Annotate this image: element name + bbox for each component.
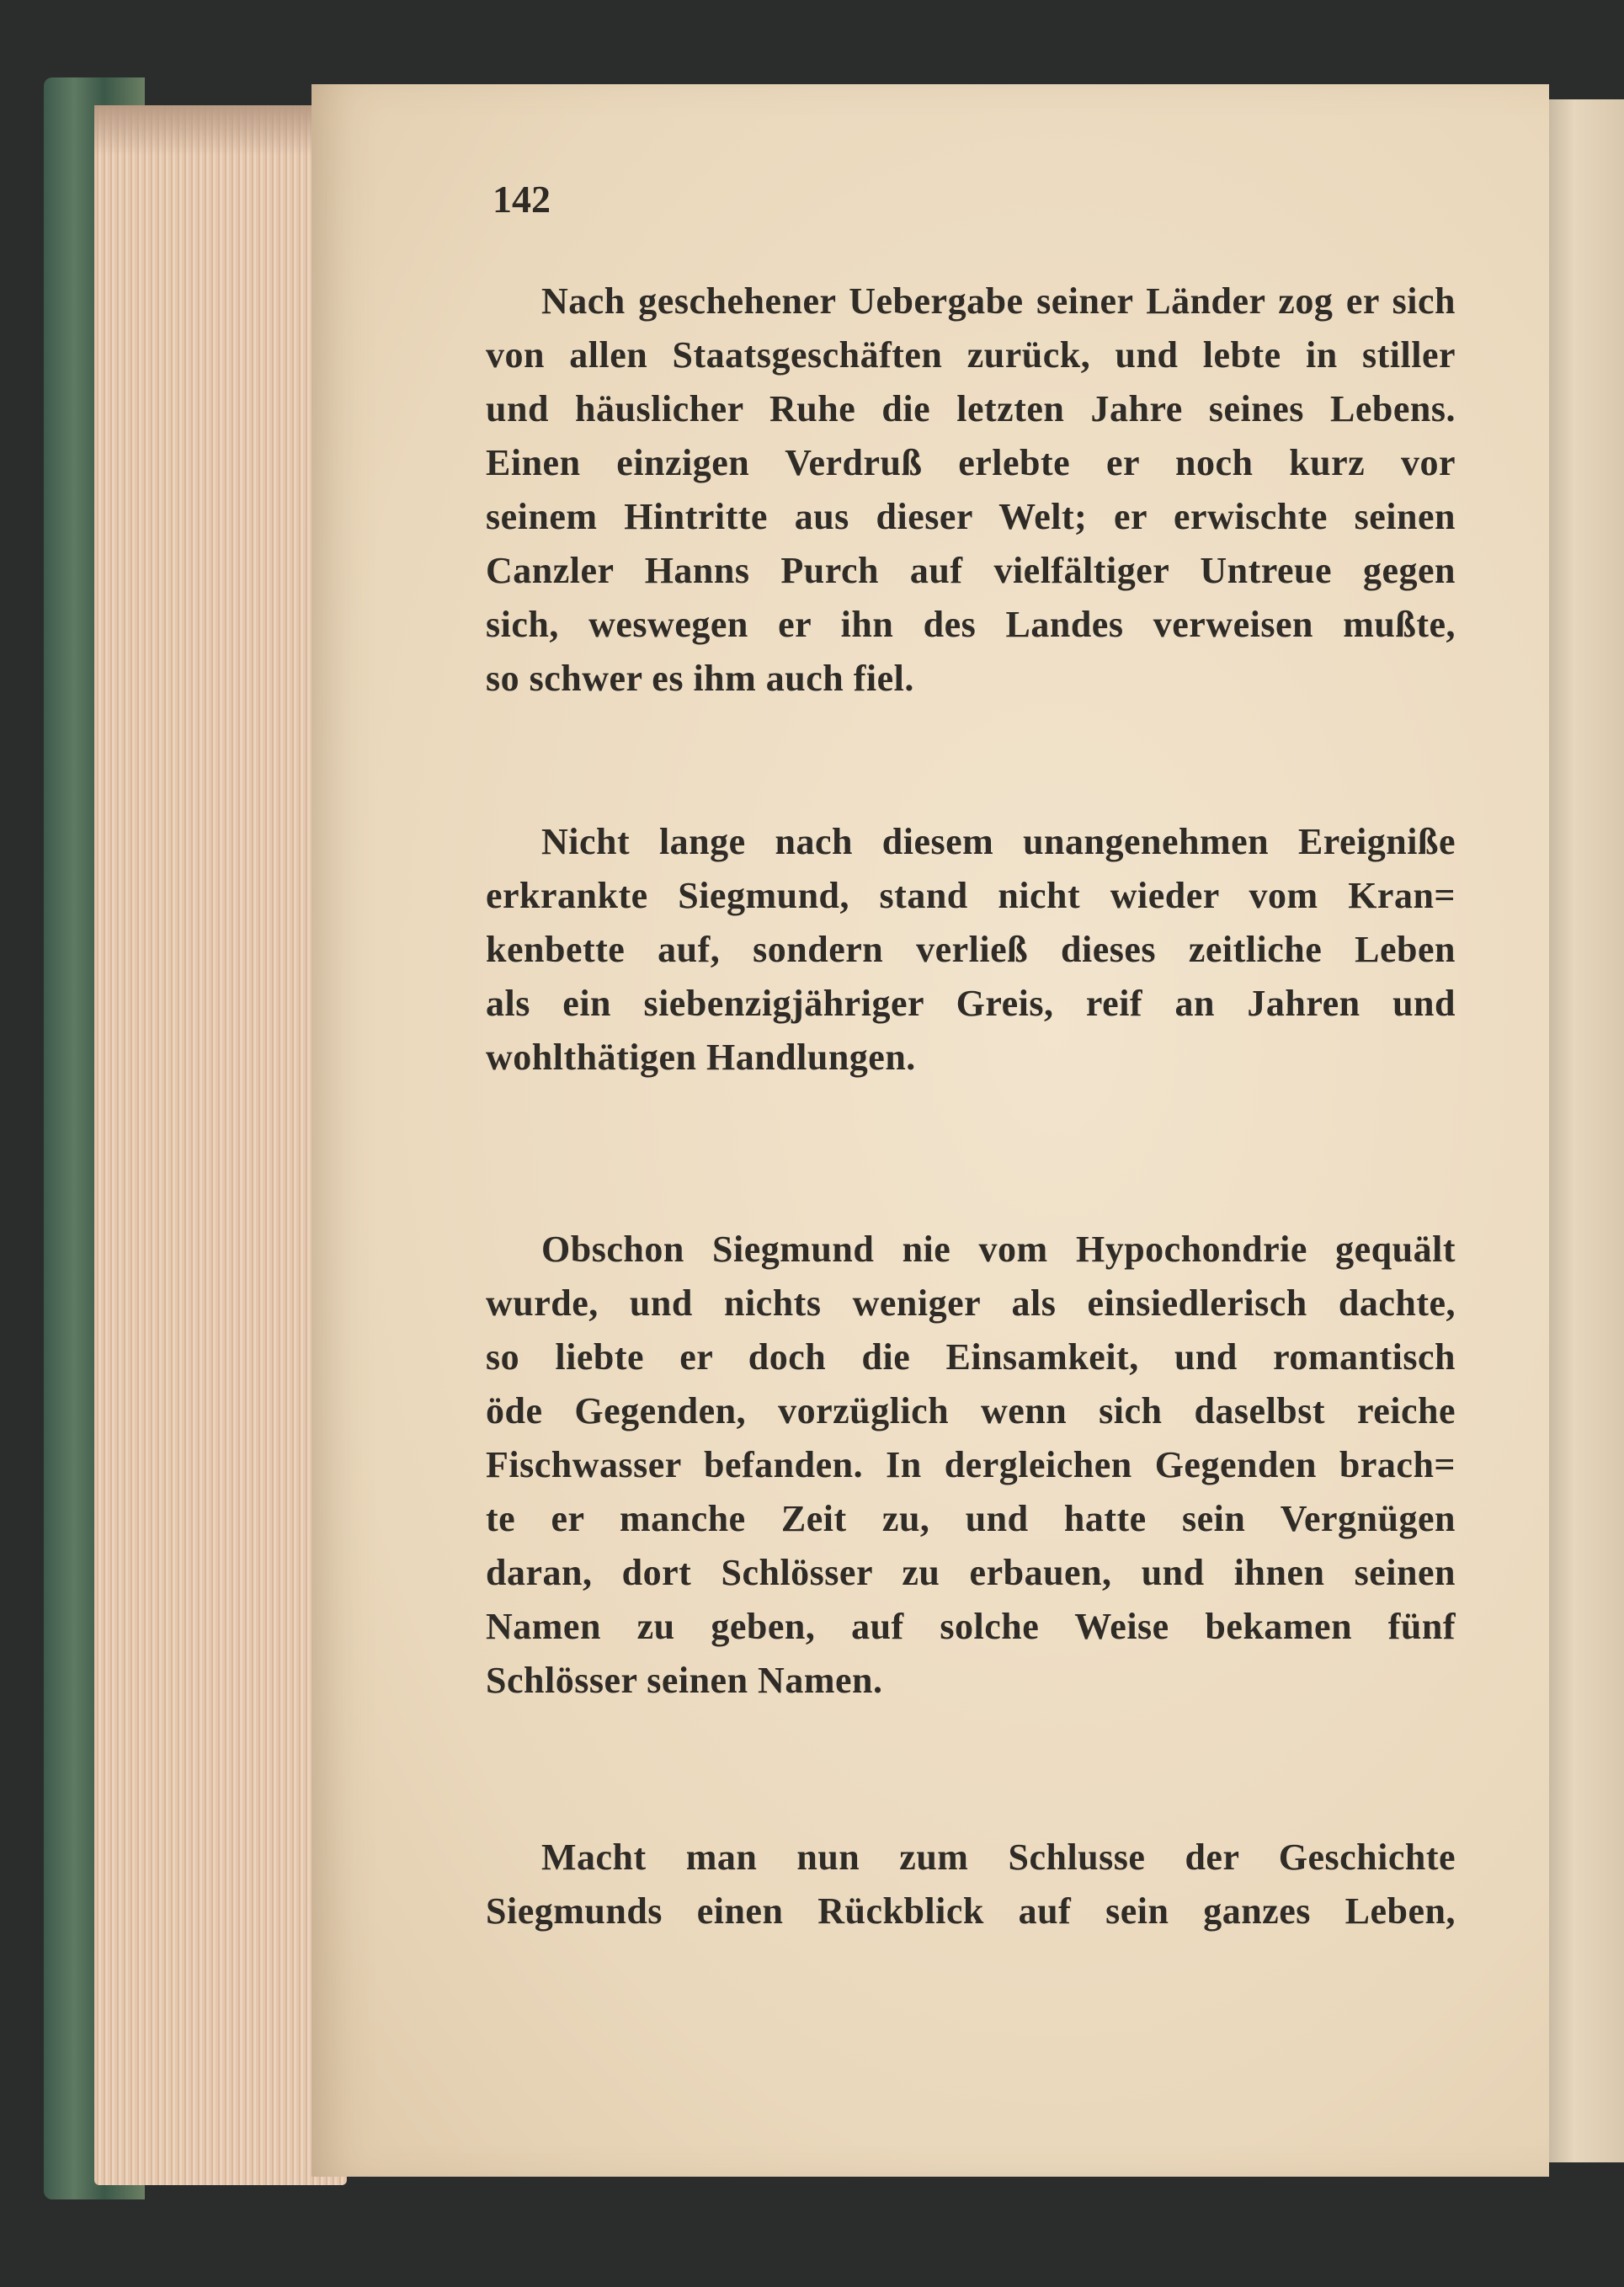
text-line: so schwer es ihm auch fiel.: [486, 658, 914, 699]
text-line: te er manche Zeit zu, und hatte sein Vergnügen: [486, 1498, 1456, 1539]
text-line: sich, weswegen er ihn des Landes verweisen mußte,: [486, 604, 1456, 645]
text-line: Canzler Hanns Purch auf vielfältiger Untreue gegen: [486, 550, 1456, 591]
facing-page-edge: [1541, 99, 1624, 2162]
text-line: kenbette auf, sondern verließ dieses zeitliche Leben: [486, 929, 1456, 970]
paragraph-4: [486, 1831, 1456, 1938]
text-line: als ein siebenzigjähriger Greis, reif an Jahren und: [486, 983, 1456, 1024]
text-line: wohlthätigen Handlungen.: [486, 1037, 916, 1078]
paragraph-2: [486, 815, 1456, 1085]
page-edges-shadow: [94, 105, 347, 156]
text-line: Macht man nun zum Schlusse der Geschichte: [541, 1837, 1456, 1878]
text-line: wurde, und nichts weniger als einsiedlerisch dachte,: [486, 1282, 1456, 1324]
text-line: Fischwasser befanden. In dergleichen Gegenden brach=: [486, 1444, 1456, 1485]
paragraph-1: [486, 275, 1456, 706]
text-line: Siegmunds einen Rückblick auf sein ganzes Leben,: [486, 1890, 1456, 1932]
text-line: erkrankte Siegmund, stand nicht wieder vom Kran=: [486, 875, 1456, 916]
text-line: seinem Hintritte aus dieser Welt; er erwischte seinen: [486, 496, 1456, 537]
page-edges: [94, 105, 347, 2185]
paragraph-3: [486, 1223, 1456, 1708]
text-line: öde Gegenden, vorzüglich wenn sich daselbst reiche: [486, 1390, 1456, 1431]
text-line: Nach geschehener Uebergabe seiner Länder zog er sich: [541, 280, 1456, 322]
text-line: Namen zu geben, auf solche Weise bekamen fünf: [486, 1606, 1456, 1647]
text-line: von allen Staatsgeschäften zurück, und lebte in stiller: [486, 334, 1456, 376]
text-line: und häuslicher Ruhe die letzten Jahre seines Lebens.: [486, 388, 1456, 429]
page-number: 142: [493, 178, 551, 221]
text-line: so liebte er doch die Einsamkeit, und romantisch: [486, 1336, 1456, 1378]
text-line: Schlösser seinen Namen.: [486, 1660, 883, 1701]
text-line: daran, dort Schlösser zu erbauen, und ihnen seinen: [486, 1552, 1456, 1593]
text-line: Nicht lange nach diesem unangenehmen Ereigniße: [541, 821, 1456, 862]
text-line: Einen einzigen Verdruß erlebte er noch kurz vor: [486, 442, 1456, 483]
text-line: Obschon Siegmund nie vom Hypochondrie gequält: [541, 1229, 1456, 1270]
